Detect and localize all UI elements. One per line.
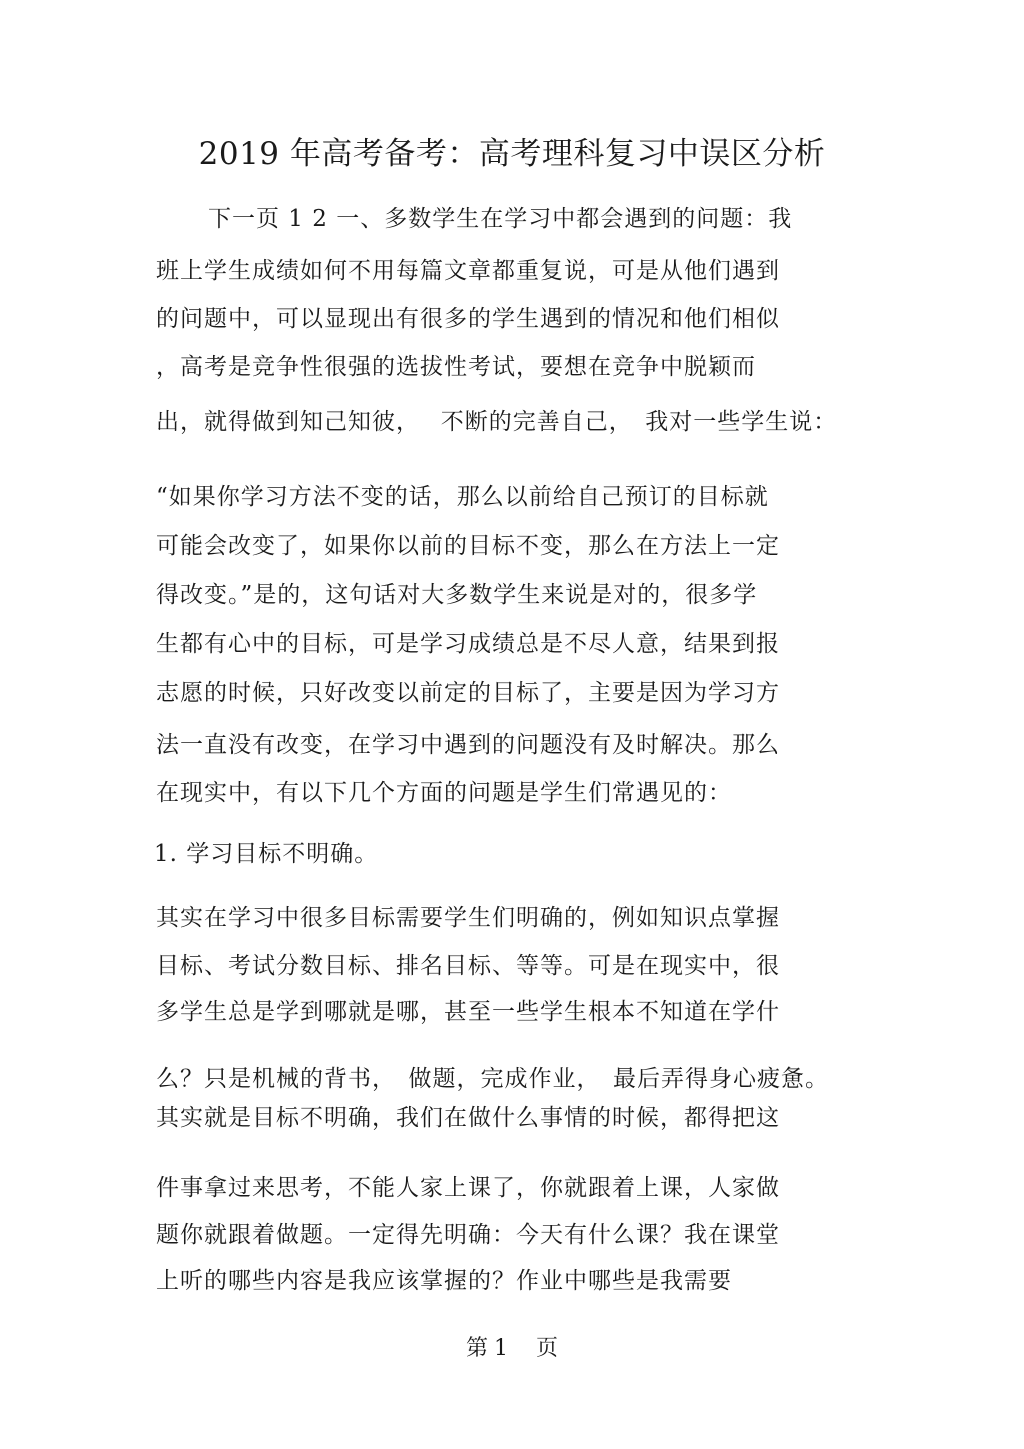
page-number: 1 xyxy=(494,1336,508,1361)
paragraph-line: 志愿的时候，只好改变以前定的目标了，主要是因为学习方 xyxy=(156,680,780,706)
paragraph-line: 在现实中，有以下几个方面的问题是学生们常遇见的： xyxy=(156,780,732,806)
paragraph-line: 得改变。”是的，这句话对大多数学生来说是对的，很多学 xyxy=(156,582,758,608)
paragraph-line: 题你就跟着做题。一定得先明确：今天有什么课？我在课堂 xyxy=(156,1222,780,1248)
paragraph-line: 上听的哪些内容是我应该掌握的？作业中哪些是我需要 xyxy=(156,1268,732,1294)
page-title: 2019 年高考备考：高考理科复习中误区分析 xyxy=(198,136,826,172)
paragraph-line: 的问题中，可以显现出有很多的学生遇到的情况和他们相似 xyxy=(156,306,780,332)
paragraph-line: 可能会改变了，如果你以前的目标不变，那么在方法上一定 xyxy=(156,533,780,559)
numbered-heading: 1. 学习目标不明确。 xyxy=(154,841,379,867)
paragraph-line: 生都有心中的目标，可是学习成绩总是不尽人意，结果到报 xyxy=(156,631,780,657)
paragraph-line: 么？只是机械的背书， 做题，完成作业， 最后弄得身心疲惫。 xyxy=(156,1066,829,1092)
paragraph-line: 班上学生成绩如何不用每篇文章都重复说，可是从他们遇到 xyxy=(156,258,780,284)
paragraph-line: 出，就得做到知己知彼， 不断的完善自己， 我对一些学生说： xyxy=(156,409,838,435)
page-number-prefix: 第 xyxy=(465,1336,488,1361)
paragraph-line: 件事拿过来思考，不能人家上课了，你就跟着上课，人家做 xyxy=(156,1175,780,1201)
paragraph-line: 目标、考试分数目标、排名目标、等等。可是在现实中，很 xyxy=(156,953,780,979)
paragraph-line: 下一页 1 2 一、多数学生在学习中都会遇到的问题：我 xyxy=(208,206,793,232)
paragraph-line: 其实在学习中很多目标需要学生们明确的，例如知识点掌握 xyxy=(156,905,780,931)
paragraph-line: 法一直没有改变，在学习中遇到的问题没有及时解决。那么 xyxy=(156,732,780,758)
paragraph-line: “如果你学习方法不变的话，那么以前给自己预订的目标就 xyxy=(156,484,769,510)
paragraph-line: ，高考是竞争性很强的选拔性考试，要想在竞争中脱颖而 xyxy=(156,354,756,380)
paragraph-line: 其实就是目标不明确，我们在做什么事情的时候，都得把这 xyxy=(156,1105,780,1131)
page-number-footer xyxy=(0,1333,1024,1365)
paragraph-line: 多学生总是学到哪就是哪，甚至一些学生根本不知道在学什 xyxy=(156,999,780,1025)
page-number-suffix: 页 xyxy=(536,1336,559,1361)
